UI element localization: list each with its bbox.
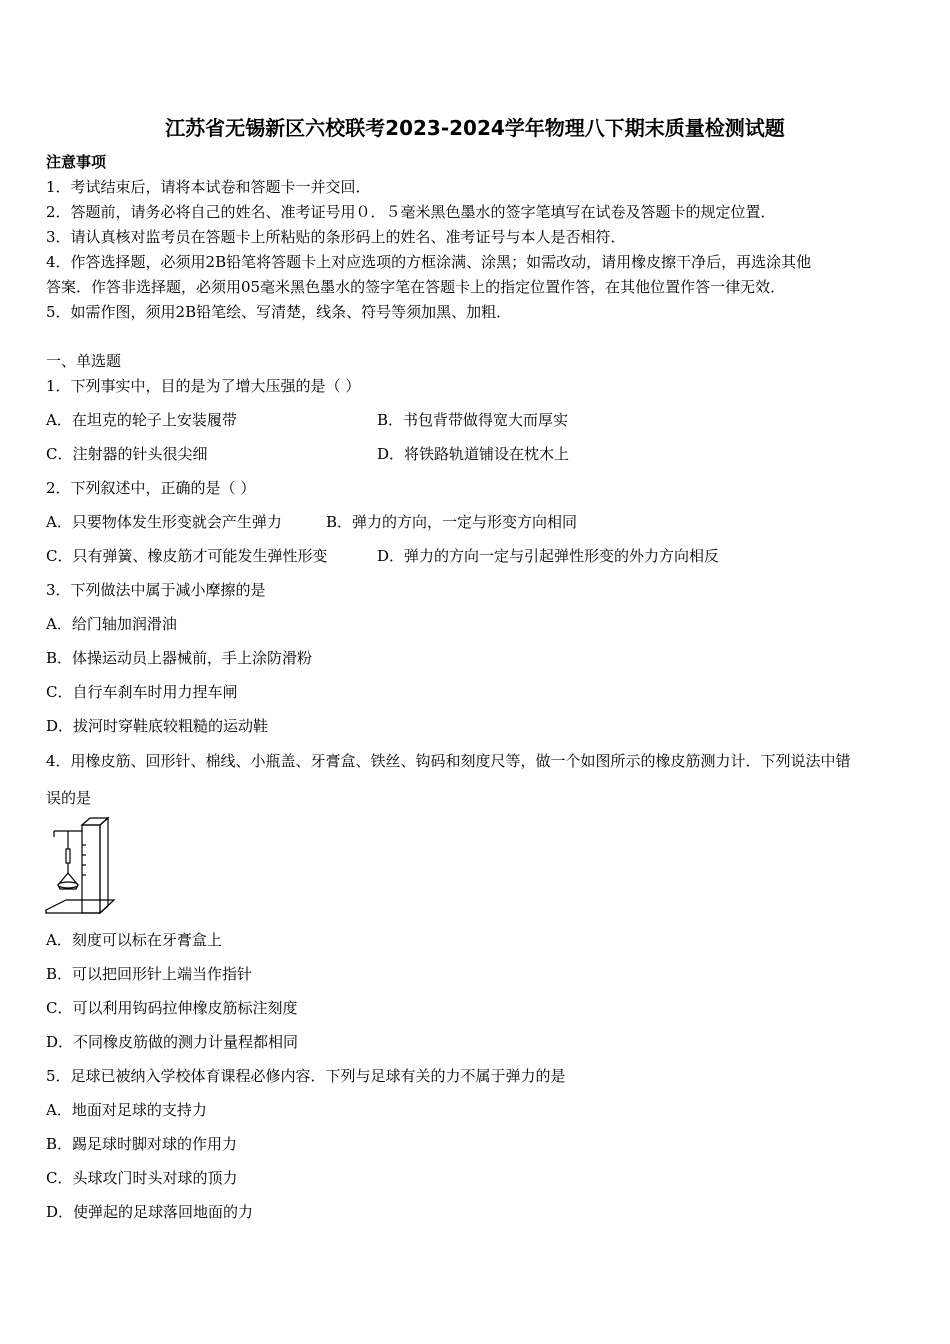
option-c: C．头球攻门时头对球的顶力	[46, 1169, 238, 1187]
question-stem: 4．用橡皮筋、回形针、棉线、小瓶盖、牙膏盒、铁丝、钩码和刻度尺等，做一个如图所示的橡皮筋测力计．下列说法中错	[46, 752, 851, 770]
option-d: D．不同橡皮筋做的测力计量程都相同	[46, 1033, 299, 1051]
notice-item: 答案．作答非选择题，必须用05毫米黑色墨水的签字笔在答题卡上的指定位置作答，在其他位置作答一律无效．	[46, 278, 786, 296]
option-a: A．给门轴加润滑油	[46, 615, 177, 633]
option-d: D．弹力的方向一定与引起弹性形变的外力方向相反	[377, 547, 720, 565]
notice-item: 4．作答选择题，必须用2B铅笔将答题卡上对应选项的方框涂满、涂黑；如需改动，请用橡皮擦干净后，再选涂其他	[46, 253, 812, 271]
option-a: A．只要物体发生形变就会产生弹力	[46, 513, 282, 531]
question-stem: 2．下列叙述中，正确的是（ ）	[46, 479, 256, 497]
option-a: A．刻度可以标在牙膏盒上	[46, 931, 222, 949]
option-a: A．在坦克的轮子上安装履带	[46, 411, 237, 429]
option-d: D．拔河时穿鞋底较粗糙的运动鞋	[46, 717, 269, 735]
section-heading: 一、单选题	[46, 352, 122, 370]
question-stem: 5．足球已被纳入学校体育课程必修内容．下列与足球有关的力不属于弹力的是	[46, 1067, 566, 1085]
option-d: D．将铁路轨道铺设在枕木上	[377, 445, 570, 463]
question-stem: 1．下列事实中，目的是为了增大压强的是（ ）	[46, 377, 361, 395]
rubber-band-dynamometer-figure	[44, 815, 116, 919]
notice-item: 2．答题前，请务必将自己的姓名、准考证号用０．５毫米黑色墨水的签字笔填写在试卷及答题卡的规定位置．	[46, 203, 776, 221]
option-a: A．地面对足球的支持力	[46, 1101, 207, 1119]
notice-item: 5．如需作图，须用2B铅笔绘、写清楚，线条、符号等须加黑、加粗．	[46, 303, 512, 321]
option-c: C．可以利用钩码拉伸橡皮筋标注刻度	[46, 999, 298, 1017]
notice-item: 3．请认真核对监考员在答题卡上所粘贴的条形码上的姓名、准考证号与本人是否相符．	[46, 228, 626, 246]
notice-heading: 注意事项	[46, 153, 107, 171]
option-b: B．可以把回形针上端当作指针	[46, 965, 253, 983]
notice-item: 1．考试结束后，请将本试卷和答题卡一并交回．	[46, 178, 371, 196]
option-b: B．踢足球时脚对球的作用力	[46, 1135, 238, 1153]
option-d: D．使弹起的足球落回地面的力	[46, 1203, 254, 1221]
option-c: C．只有弹簧、橡皮筋才可能发生弹性形变	[46, 547, 328, 565]
option-c: C．注射器的针头很尖细	[46, 445, 208, 463]
question-stem: 3．下列做法中属于减小摩擦的是	[46, 581, 266, 599]
option-b: B．弹力的方向，一定与形变方向相同	[326, 513, 578, 531]
option-b: B．体操运动员上器械前，手上涂防滑粉	[46, 649, 313, 667]
page-title: 江苏省无锡新区六校联考2023-2024学年物理八下期末质量检测试题	[165, 116, 785, 140]
question-stem-continued: 误的是	[46, 789, 92, 807]
option-c: C．自行车刹车时用力捏车闸	[46, 683, 238, 701]
option-b: B．书包背带做得宽大而厚实	[377, 411, 569, 429]
